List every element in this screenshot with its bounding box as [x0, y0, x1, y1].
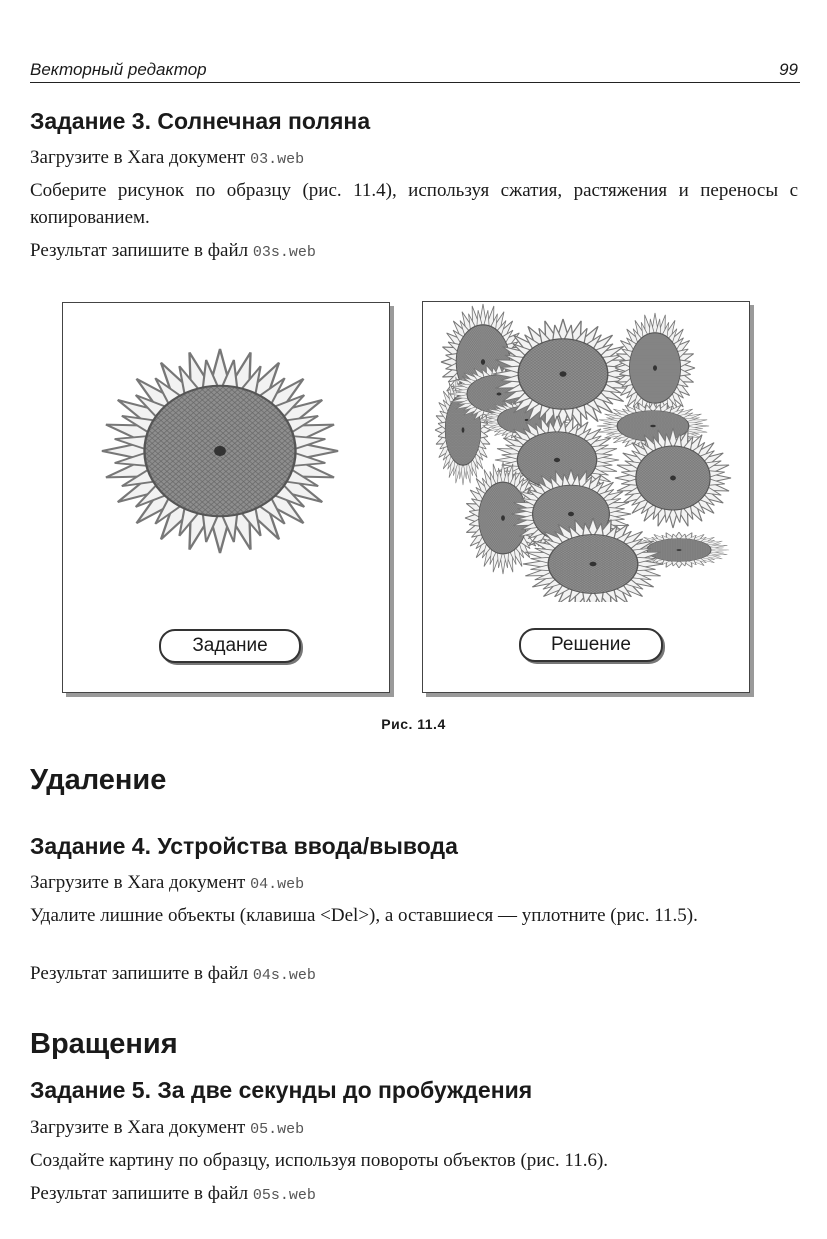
- file-name: 05s.web: [252, 1187, 316, 1204]
- section-heading-delete: Удаление: [30, 764, 167, 796]
- page-number: 99: [779, 60, 798, 79]
- task4-delete-paragraph: Удалите лишние объекты (клавиша <Del>), а оставшиеся — уплотните (рис. 11.5).: [30, 905, 698, 926]
- section-heading-rotate: Вращения: [30, 1028, 178, 1060]
- task-label-badge: Задание: [159, 629, 301, 663]
- task3-load-paragraph: Загрузите в Xara документ 03.web: [30, 147, 305, 168]
- file-name: 03.web: [250, 151, 305, 168]
- task3-assemble-paragraph: Соберите рисунок по образцу (рис. 11.4), используя сжатия, растяжения и переносы с копированием.: [30, 180, 798, 228]
- task5-save-paragraph: Результат запишите в файл 05s.web: [30, 1183, 316, 1204]
- file-name: 05.web: [250, 1121, 305, 1138]
- file-name: 04s.web: [252, 967, 316, 984]
- task5-load-paragraph: Загрузите в Xara документ 05.web: [30, 1117, 305, 1138]
- task3-save-paragraph: Результат запишите в файл 03s.web: [30, 240, 316, 261]
- task4-heading: Задание 4. Устройства ввода/вывода: [30, 833, 458, 859]
- figure-caption: Рис. 11.4: [381, 716, 446, 732]
- running-title: Векторный редактор: [30, 60, 207, 79]
- task3-heading: Задание 3. Солнечная поляна: [30, 108, 371, 134]
- task4-save-paragraph: Результат запишите в файл 04s.web: [30, 963, 316, 984]
- task5-heading: Задание 5. За две секунды до пробуждения: [30, 1077, 533, 1103]
- file-name: 03s.web: [252, 244, 316, 261]
- task5-create-paragraph: Создайте картину по образцу, используя повороты объектов (рис. 11.6).: [30, 1150, 609, 1171]
- figure-solution-panel: [422, 301, 750, 693]
- file-name: 04.web: [250, 876, 305, 893]
- solution-label-badge: Решение: [519, 628, 663, 662]
- sunflower-image: [63, 303, 389, 613]
- running-header: [30, 60, 800, 83]
- figure-task-panel: [62, 302, 390, 693]
- task4-load-paragraph: Загрузите в Xara документ 04.web: [30, 872, 305, 893]
- sunflower-field-image: [423, 302, 749, 602]
